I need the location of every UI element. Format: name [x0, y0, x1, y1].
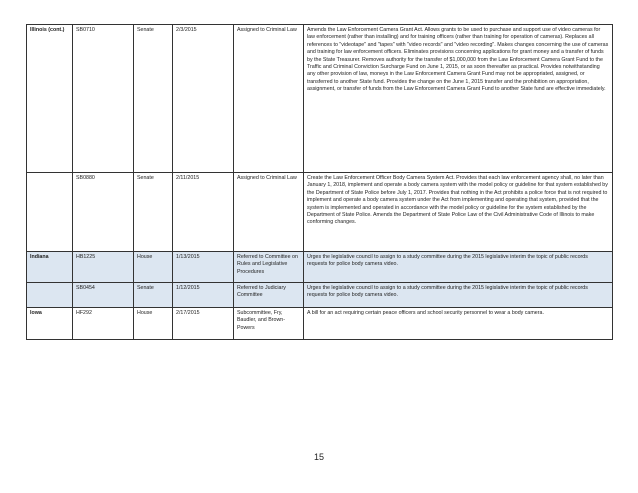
table-row	[27, 252, 613, 283]
status-cell: Referred to Judiciary Committee	[234, 283, 304, 308]
state-cell	[27, 283, 73, 308]
state-cell: Iowa	[27, 308, 73, 340]
description-cell: Urges the legislative council to assign to a study committee during the 2015 legislative interim the topic of public records requests for police body camera video.	[304, 283, 613, 308]
state-cell	[27, 173, 73, 252]
table-row	[27, 25, 613, 173]
description-cell: A bill for an act requiring certain peace officers and school security personnel to wear a body camera.	[304, 308, 613, 340]
bill-cell: HF292	[73, 308, 134, 340]
date-cell: 2/17/2015	[173, 308, 234, 340]
bill-cell: SB0710	[73, 25, 134, 173]
page-number: 15	[313, 452, 324, 462]
bill-cell: HB1225	[73, 252, 134, 283]
status-cell: Referred to Committee on Rules and Legislative Procedures	[234, 252, 304, 283]
table-row	[27, 283, 613, 308]
table-row	[27, 308, 613, 340]
description-cell: Create the Law Enforcement Officer Body Camera System Act. Provides that each law enforcement agency shall, no later than January 1, 2018, implement and operate a body camera system with the model policy or guideline for that system established by the Department of State Police before July 1, 2017. Provides that nothing in the Act prohibits a police force that is not required to implement and operate a body camera system under the Act from implementing and operating that system, provided that the system is implemented and operated in accordance with the model policy or guideline for the system established by the Department of State Police. Amends the Department of State Police Law of the Civil Administrative Code of Illinois to make conforming changes.	[304, 173, 613, 252]
date-cell: 1/13/2015	[173, 252, 234, 283]
status-cell: Subcommittee, Fry, Baudler, and Brown-Powers	[234, 308, 304, 340]
chamber-cell: Senate	[134, 173, 173, 252]
chamber-cell: Senate	[134, 25, 173, 173]
date-cell: 2/3/2015	[173, 25, 234, 173]
description-cell: Urges the legislative council to assign to a study committee during the 2015 legislative interim the topic of public records requests for police body camera video.	[304, 252, 613, 283]
date-cell: 2/11/2015	[173, 173, 234, 252]
legislation-table	[26, 24, 613, 340]
chamber-cell: House	[134, 252, 173, 283]
status-cell: Assigned to Criminal Law	[234, 25, 304, 173]
state-cell: Indiana	[27, 252, 73, 283]
description-cell: Amends the Law Enforcement Camera Grant Act. Allows grants to be used to purchase and support use of video cameras for law enforcement (rather than installing) and for training officers (rather than training for operation of cameras). Replaces all references to "videotape" and "tapes" with "video records" and "video recording". Makes changes concerning the use of cameras and training for law enforcement officers. Eliminates provisions concerning applications for grant money and a transfer of funds by the State Treasurer. Removes authority for the transfer of $1,000,000 from the Law Enforcement Camera Grant Fund to the Traffic and Criminal Conviction Surcharge Fund on June 1, 2015, or as soon thereafter as practical. Provides notwithstanding any other provision of law, moneys in the Law Enforcement Camera Grant Fund may not be appropriated, assigned, or transferred to another State fund. Provides the change on the June 1, 2015 transfer and the prohibition on appropriation, assignment, or transfer of funds from the Law Enforcement Camera Grant Fund to another State fund are effective immediately.	[304, 25, 613, 173]
bill-cell: SB0454	[73, 283, 134, 308]
table-row	[27, 173, 613, 252]
status-cell: Assigned to Criminal Law	[234, 173, 304, 252]
chamber-cell: House	[134, 308, 173, 340]
bill-cell: SB0880	[73, 173, 134, 252]
state-cell: Illinois (cont.)	[27, 25, 73, 173]
date-cell: 1/12/2015	[173, 283, 234, 308]
chamber-cell: Senate	[134, 283, 173, 308]
